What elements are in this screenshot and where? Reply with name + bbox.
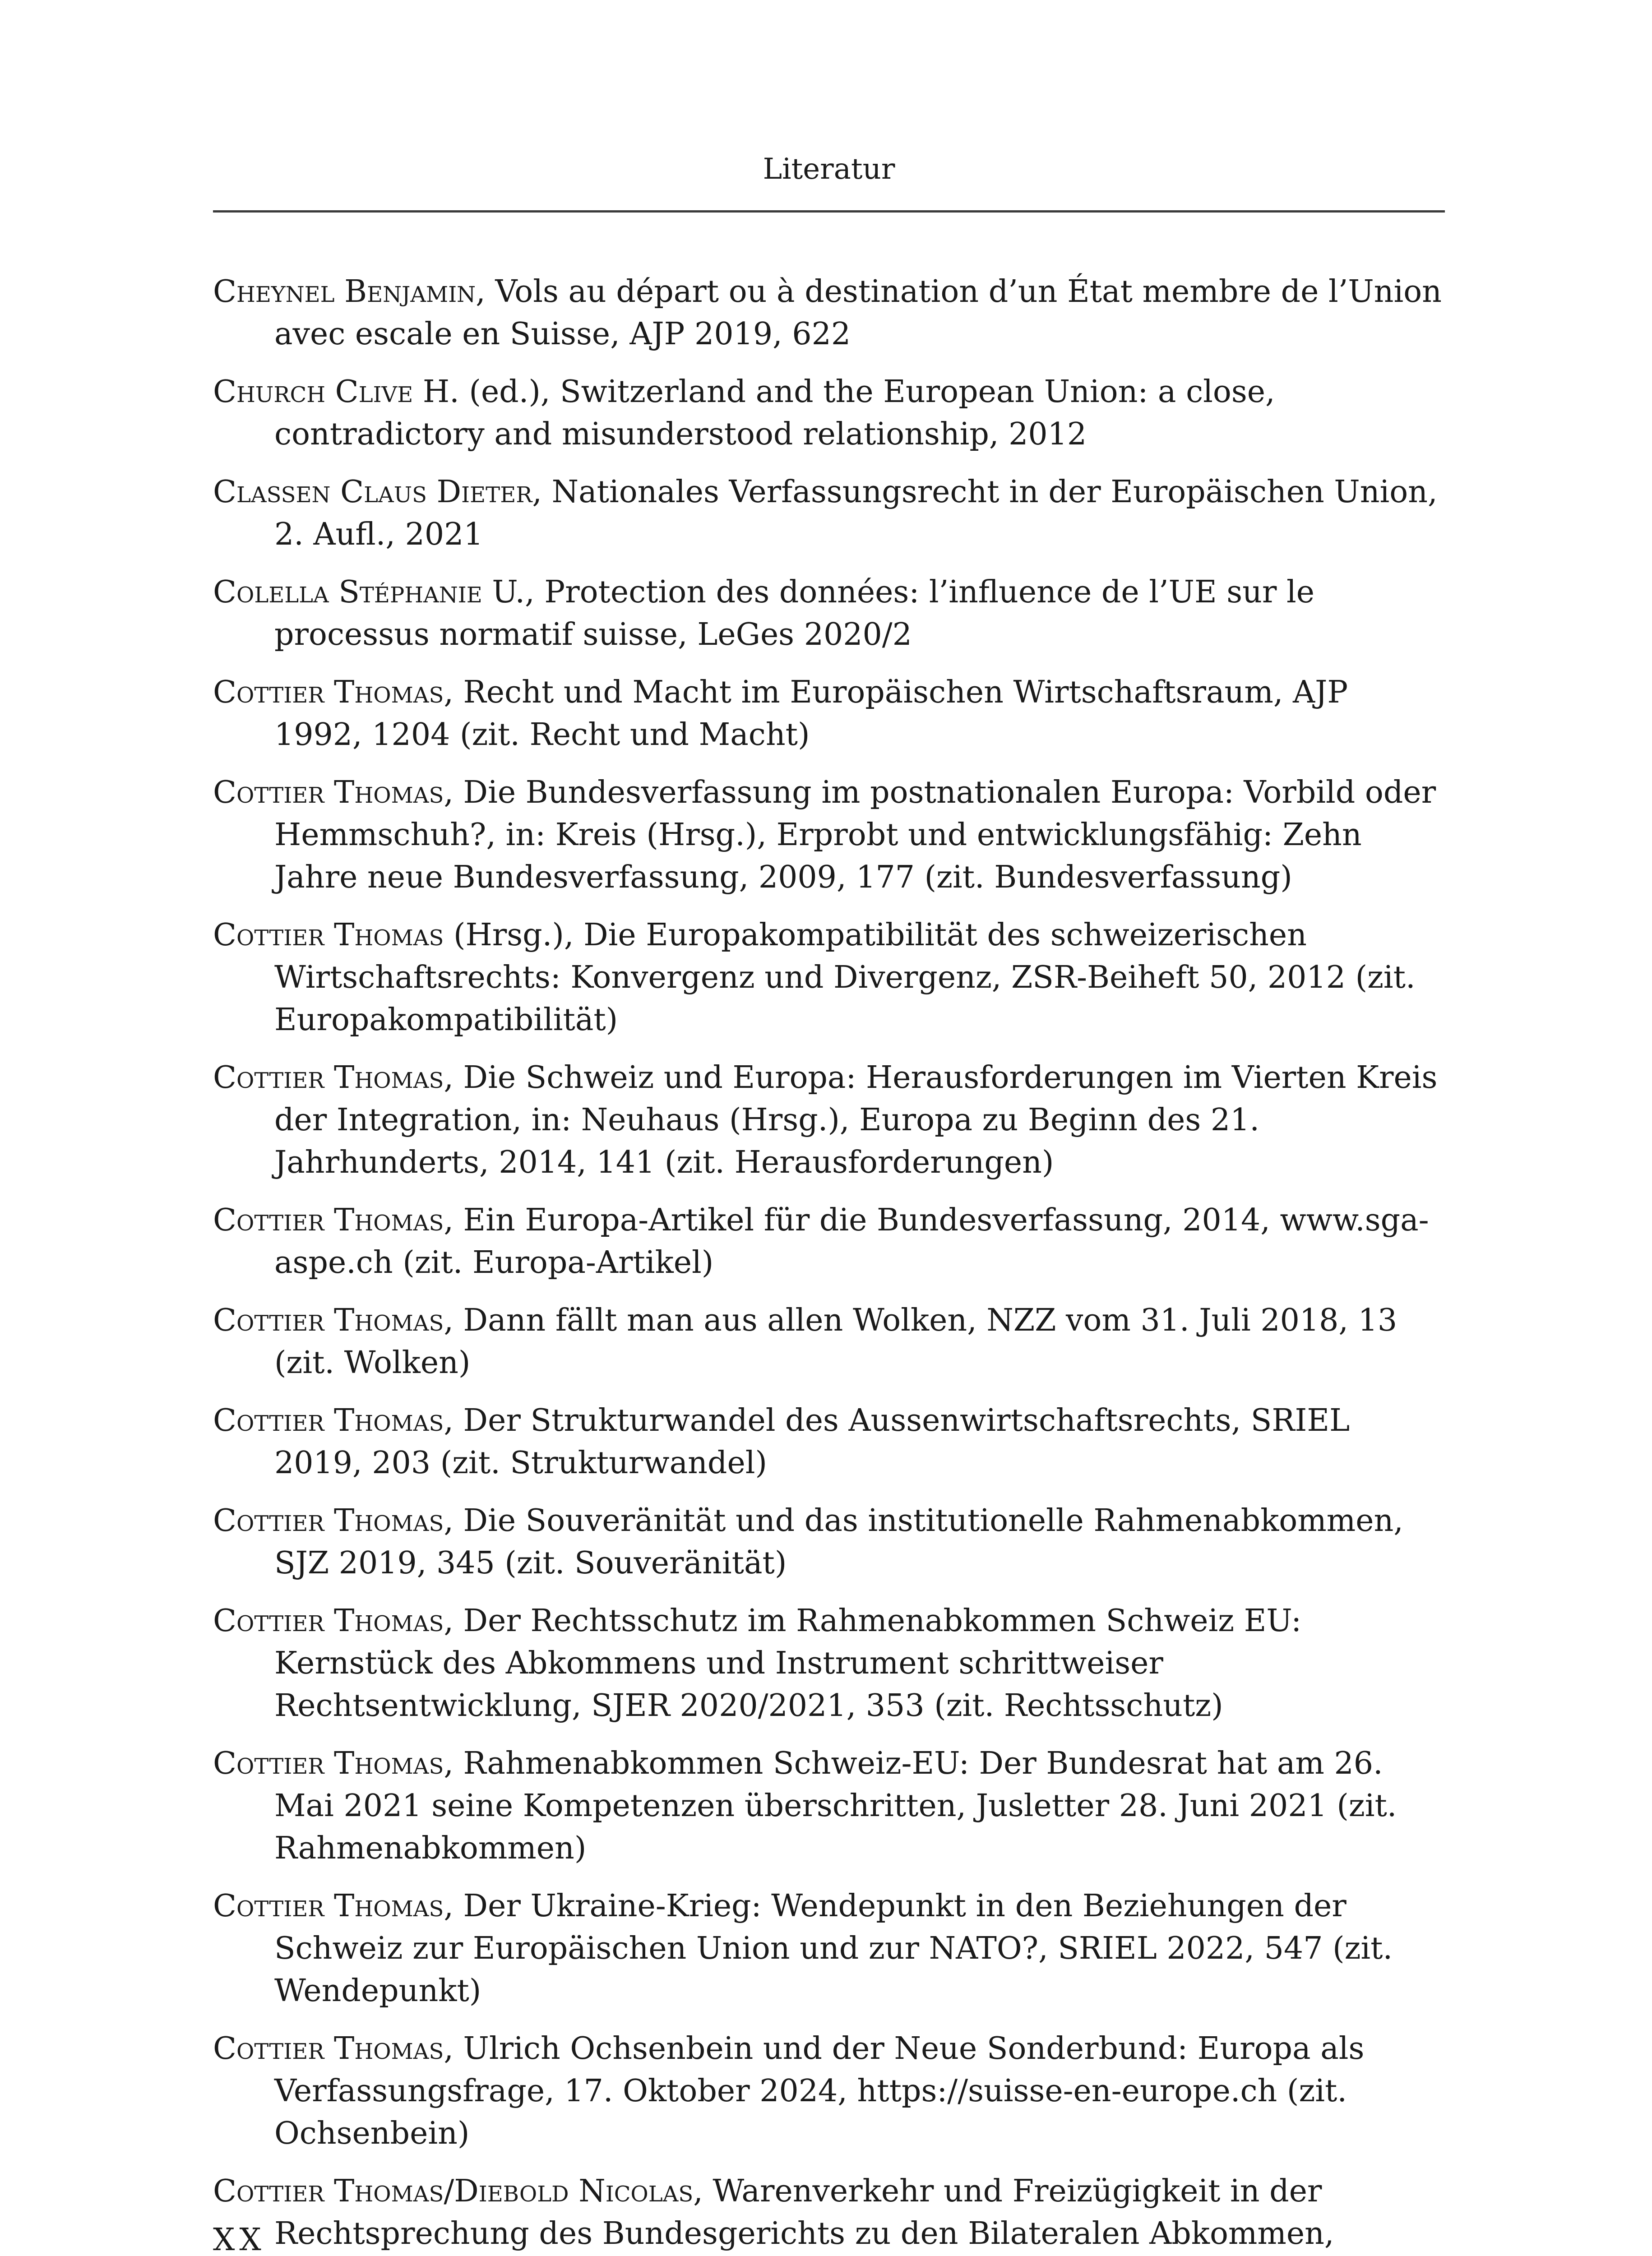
entry-text: (Hrsg.), Die Europakompatibilität des schweizerischen Wirtschaftsrechts: Konvergenz und Divergenz, ZSR-Beiheft 50, 2012 (zit. Europakompatibilität) bbox=[274, 917, 1416, 1038]
bibliography-entry bbox=[213, 914, 1445, 1041]
entry-text: , Nationales Verfassungsrecht in der Europäischen Union, 2. Aufl., 2021 bbox=[274, 474, 1438, 552]
entry-author: Church Clive bbox=[213, 374, 413, 410]
entry-text: , Dann fällt man aus allen Wolken, NZZ vom 31. Juli 2018, 13 (zit. Wolken) bbox=[274, 1303, 1397, 1381]
entry-text: , Ein Europa-Artikel für die Bundesverfassung, 2014, www.sga-aspe.ch (zit. Europa-Artikel) bbox=[274, 1202, 1429, 1281]
bibliography-entry bbox=[213, 671, 1445, 756]
entry-author: Cottier Thomas/Diebold Nicolas bbox=[213, 2173, 694, 2209]
entry-author: Colella Stéphanie bbox=[213, 574, 482, 610]
entry-author: Cottier Thomas bbox=[213, 1060, 444, 1096]
bibliography-entry bbox=[213, 1400, 1445, 1484]
entry-author: Cottier Thomas bbox=[213, 675, 444, 710]
bibliography-entry bbox=[213, 1500, 1445, 1585]
bibliography-entry bbox=[213, 1299, 1445, 1384]
entry-text: , Der Strukturwandel des Aussenwirtschaftsrechts, SRIEL 2019, 203 (zit. Strukturwandel) bbox=[274, 1403, 1350, 1481]
entry-text: , Ulrich Ochsenbein und der Neue Sonderbund: Europa als Verfassungsfrage, 17. Oktober 2024, https://suisse-en-europe.ch (zit. Ochsenbein) bbox=[274, 2031, 1365, 2151]
entry-text: U., Protection des données: l’influence de l’UE sur le processus normatif suisse, LeGes 2020/2 bbox=[274, 574, 1314, 652]
entry-author: Cottier Thomas bbox=[213, 1603, 444, 1639]
entry-author: Cottier Thomas bbox=[213, 1746, 444, 1781]
entry-text: , Die Souveränität und das institutionelle Rahmenabkommen, SJZ 2019, 345 (zit. Souveränität) bbox=[274, 1503, 1403, 1581]
bibliography-entry bbox=[213, 271, 1445, 356]
entry-author: Cheynel Benjamin bbox=[213, 274, 476, 310]
entry-author: Cottier Thomas bbox=[213, 1202, 444, 1238]
entry-author: Cottier Thomas bbox=[213, 1888, 444, 1924]
bibliography-entry bbox=[213, 1057, 1445, 1184]
entry-text: , Rahmenabkommen Schweiz-EU: Der Bundesrat hat am 26. Mai 2021 seine Kompetenzen überschritten, Jusletter 28. Juni 2021 (zit. Rahmenabkommen) bbox=[274, 1746, 1397, 1866]
entry-author: Cottier Thomas bbox=[213, 1403, 444, 1438]
header-divider bbox=[213, 210, 1445, 213]
entry-text: , Recht und Macht im Europäischen Wirtschaftsraum, AJP 1992, 1204 (zit. Recht und Macht) bbox=[274, 675, 1348, 753]
entry-text: , Vols au départ ou à destination d’un État membre de l’Union avec escale en Suisse, AJP 2019, 622 bbox=[274, 274, 1442, 352]
entry-text: , Die Bundesverfassung im postnationalen Europa: Vorbild oder Hemmschuh?, in: Kreis (Hrsg.), Erprobt und entwicklungsfähig: Zehn Jahre neue Bundesverfassung, 2009, 177 (zit. Bundesverfassung) bbox=[274, 775, 1436, 895]
bibliography-entry bbox=[213, 1600, 1445, 1727]
page-number: XX bbox=[213, 2222, 266, 2256]
entry-author: Cottier Thomas bbox=[213, 775, 444, 810]
bibliography-entry bbox=[213, 2028, 1445, 2155]
entry-author: Cottier Thomas bbox=[213, 1503, 444, 1539]
entry-text: , Warenverkehr und Freizügigkeit in der Rechtsprechung des Bundesgerichts zu den Bilateralen Abkommen, bbox=[274, 2173, 1334, 2251]
running-header: Literatur bbox=[763, 153, 895, 186]
bibliography-entry bbox=[213, 371, 1445, 456]
bibliography-entry bbox=[213, 2170, 1445, 2256]
entry-text: , Der Rechtsschutz im Rahmenabkommen Schweiz EU: Kernstück des Abkommens und Instrument schrittweiser Rechtsentwicklung, SJER 2020/2021, 353 (zit. Rechtsschutz) bbox=[274, 1603, 1302, 1724]
bibliography-list bbox=[213, 271, 1445, 2256]
bibliography-entry bbox=[213, 1199, 1445, 1284]
bibliography-entry bbox=[213, 1885, 1445, 2012]
bibliography-entry bbox=[213, 571, 1445, 656]
bibliography-entry bbox=[213, 471, 1445, 556]
bibliography-entry bbox=[213, 772, 1445, 899]
entry-author: Classen Claus Dieter bbox=[213, 474, 532, 510]
entry-author: Cottier Thomas bbox=[213, 1303, 444, 1338]
bibliography-entry bbox=[213, 1743, 1445, 1870]
entry-author: Cottier Thomas bbox=[213, 917, 444, 953]
entry-text: , Der Ukraine-Krieg: Wendepunkt in den Beziehungen der Schweiz zur Europäischen Union und zur NATO?, SRIEL 2022, 547 (zit. Wendepunkt) bbox=[274, 1888, 1393, 2009]
entry-text: , Die Schweiz und Europa: Herausforderungen im Vierten Kreis der Integration, in: Neuhaus (Hrsg.), Europa zu Beginn des 21. Jahrhunderts, 2014, 141 (zit. Herausforderungen) bbox=[274, 1060, 1438, 1180]
entry-text: H. (ed.), Switzerland and the European Union: a close, contradictory and misunderstood relationship, 2012 bbox=[274, 374, 1275, 452]
entry-author: Cottier Thomas bbox=[213, 2031, 444, 2066]
